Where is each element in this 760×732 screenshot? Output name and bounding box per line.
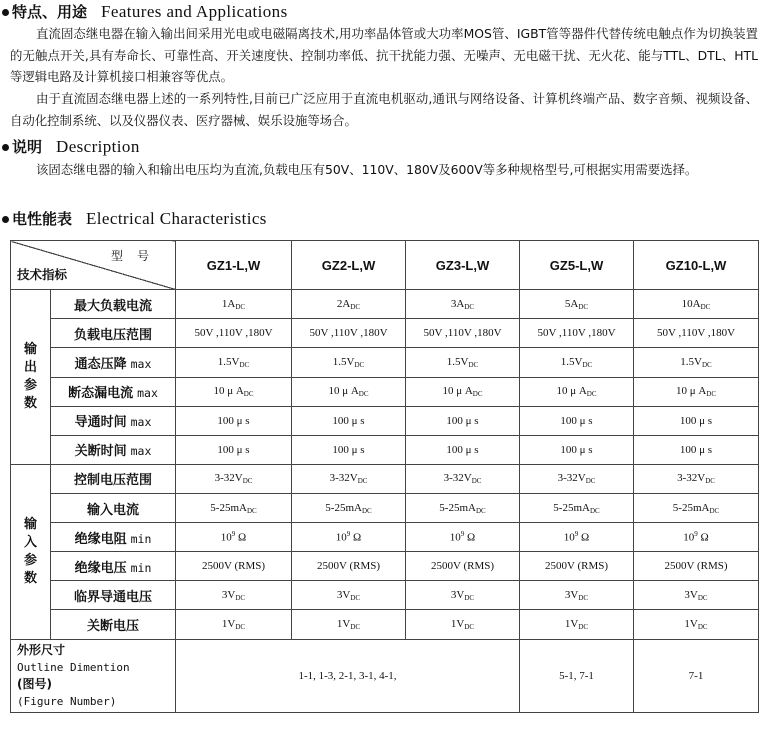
parameter-value: $10^9$ Ω <box>406 523 520 552</box>
parameter-value: 50V ,110V ,180V <box>520 319 634 348</box>
corner-spec-label: 技术指标 <box>17 267 68 283</box>
parameter-value: $10^9$ Ω <box>634 523 759 552</box>
parameter-value: 100 μ s <box>406 406 520 435</box>
table-row <box>11 377 759 406</box>
features-heading-cn: 特点、用途 <box>12 3 88 21</box>
electrical-characteristics-table <box>10 240 759 713</box>
parameter-value: $3-32V_{DC}$ <box>406 464 520 493</box>
parameter-value: $3-32V_{DC}$ <box>634 464 759 493</box>
parameter-value: 100 μ s <box>634 406 759 435</box>
parameter-name: 输入电流 <box>51 494 176 523</box>
parameter-value: 100 μ s <box>176 435 292 464</box>
parameter-value: $3V_{DC}$ <box>634 581 759 610</box>
parameter-value: $3V_{DC}$ <box>406 581 520 610</box>
parameter-value: 2500V (RMS) <box>292 552 406 581</box>
parameter-name: 关断时间 max <box>51 435 176 464</box>
parameter-value: $10^9$ Ω <box>176 523 292 552</box>
parameter-group-label: 输出参数 <box>11 290 51 465</box>
parameter-value: $1V_{DC}$ <box>292 610 406 639</box>
model-header: GZ5-L,W <box>520 241 634 290</box>
parameter-name: 导通时间 max <box>51 406 176 435</box>
parameter-value: 50V ,110V ,180V <box>634 319 759 348</box>
parameter-value: $5-25mA_{DC}$ <box>176 494 292 523</box>
parameter-value: 50V ,110V ,180V <box>292 319 406 348</box>
parameter-value: $5A_{DC}$ <box>520 290 634 319</box>
parameter-value: $5-25mA_{DC}$ <box>406 494 520 523</box>
parameter-value: $10^9$ Ω <box>520 523 634 552</box>
parameter-value: $10A_{DC}$ <box>634 290 759 319</box>
electrical-heading-cn: 电性能表 <box>12 210 73 228</box>
parameter-group-label: 输入参数 <box>11 464 51 639</box>
parameter-value: $1.5V_{DC}$ <box>634 348 759 377</box>
outline-label-cn: 外形尺寸 <box>17 642 66 657</box>
outline-value: 1-1, 1-3, 2-1, 3-1, 4-1, <box>176 639 520 712</box>
output-parameters-section <box>11 290 759 465</box>
parameter-value: $1.5V_{DC}$ <box>520 348 634 377</box>
parameter-value: $5-25mA_{DC}$ <box>520 494 634 523</box>
table-row <box>11 435 759 464</box>
parameter-value: $5-25mA_{DC}$ <box>292 494 406 523</box>
parameter-value: 2500V (RMS) <box>176 552 292 581</box>
parameter-name: 关断电压 <box>51 610 176 639</box>
parameter-value: 100 μ s <box>176 406 292 435</box>
parameter-value: 2500V (RMS) <box>406 552 520 581</box>
table-row <box>11 406 759 435</box>
parameter-value: $1V_{DC}$ <box>406 610 520 639</box>
parameter-value: $3A_{DC}$ <box>406 290 520 319</box>
outline-row <box>11 639 759 712</box>
parameter-value: 2500V (RMS) <box>634 552 759 581</box>
parameter-value: 100 μ s <box>406 435 520 464</box>
parameter-name: 控制电压范围 <box>51 464 176 493</box>
parameter-value: 100 μ s <box>634 435 759 464</box>
parameter-value: 10 μ $A_{DC}$ <box>292 377 406 406</box>
bullet-icon <box>2 216 9 223</box>
bullet-icon <box>2 9 9 16</box>
parameter-value: 10 μ $A_{DC}$ <box>176 377 292 406</box>
features-heading <box>2 1 288 23</box>
features-heading-en: Features and Applications <box>101 2 288 21</box>
parameter-value: $1.5V_{DC}$ <box>406 348 520 377</box>
parameter-value: 100 μ s <box>520 435 634 464</box>
parameter-name: 断态漏电流 max <box>51 377 176 406</box>
parameter-value: $1V_{DC}$ <box>520 610 634 639</box>
features-paragraph-1: 直流固态继电器在输入输出间采用光电或电磁隔离技术,用功率晶体管或大功率MOS管、IGBT管等器件代替传统电触点作为切换装置的无触点开关,具有寿命长、可靠性高、开关速度快、控制功率低、抗干扰能力强、无噪声、无电磁干扰、无火花、能与TTL、DTL、HTL等逻辑电路及计算机接口相兼容等优点。 <box>10 26 758 85</box>
model-header: GZ1-L,W <box>176 241 292 290</box>
description-heading <box>2 136 140 158</box>
table-row <box>11 581 759 610</box>
bullet-icon <box>2 144 9 151</box>
parameter-value: $10^9$ Ω <box>292 523 406 552</box>
parameter-value: 100 μ s <box>520 406 634 435</box>
parameter-value: $1.5V_{DC}$ <box>176 348 292 377</box>
parameter-value: $3V_{DC}$ <box>176 581 292 610</box>
table-row <box>11 464 759 493</box>
table-row <box>11 552 759 581</box>
outline-label-en: Outline Dimention <box>17 660 130 674</box>
parameter-name: 通态压降 max <box>51 348 176 377</box>
parameter-value: 100 μ s <box>292 435 406 464</box>
parameter-value: $3V_{DC}$ <box>292 581 406 610</box>
parameter-name: 临界导通电压 <box>51 581 176 610</box>
figure-number-label-en: (Figure Number) <box>17 694 117 708</box>
parameter-value: 50V ,110V ,180V <box>176 319 292 348</box>
table-corner-cell <box>11 241 176 290</box>
electrical-heading-en: Electrical Characteristics <box>86 209 267 228</box>
table-row <box>11 494 759 523</box>
model-header: GZ3-L,W <box>406 241 520 290</box>
outline-value: 7-1 <box>634 639 759 712</box>
description-heading-en: Description <box>56 137 140 156</box>
parameter-value: 50V ,110V ,180V <box>406 319 520 348</box>
parameter-name: 绝缘电阻 min <box>51 523 176 552</box>
parameter-value: $5-25mA_{DC}$ <box>634 494 759 523</box>
outline-value: 5-1, 7-1 <box>520 639 634 712</box>
model-header: GZ10-L,W <box>634 241 759 290</box>
table-row <box>11 610 759 639</box>
description-paragraph: 该固态继电器的输入和输出电压均为直流,负载电压有50V、110V、180V及600V等多种规格型号,可根据实用需要选择。 <box>36 162 698 177</box>
parameter-value: $1V_{DC}$ <box>176 610 292 639</box>
description-heading-cn: 说明 <box>12 138 43 156</box>
parameter-value: $3-32V_{DC}$ <box>176 464 292 493</box>
table-header-row <box>11 241 759 290</box>
parameter-value: 2500V (RMS) <box>520 552 634 581</box>
table-row <box>11 348 759 377</box>
parameter-value: $1A_{DC}$ <box>176 290 292 319</box>
parameter-value: $3V_{DC}$ <box>520 581 634 610</box>
parameter-value: $3-32V_{DC}$ <box>292 464 406 493</box>
model-header: GZ2-L,W <box>292 241 406 290</box>
parameter-value: 10 μ $A_{DC}$ <box>406 377 520 406</box>
figure-number-label-cn: (图号) <box>17 676 52 691</box>
features-paragraph-2: 由于直流固态继电器上述的一系列特性,目前已广泛应用于直流电机驱动,通讯与网络设备、计算机终端产品、数字音频、视频设备、自动化控制系统、以及仪器仪表、医疗器械、娱乐设施等场合。 <box>10 91 758 128</box>
parameter-name: 绝缘电压 min <box>51 552 176 581</box>
parameter-value: $2A_{DC}$ <box>292 290 406 319</box>
electrical-heading <box>2 208 267 230</box>
parameter-name: 负载电压范围 <box>51 319 176 348</box>
parameter-value: 10 μ $A_{DC}$ <box>634 377 759 406</box>
parameter-value: $3-32V_{DC}$ <box>520 464 634 493</box>
outline-label-cell <box>11 639 176 712</box>
corner-model-label: 型号 <box>110 249 163 263</box>
table-row <box>11 523 759 552</box>
parameter-value: $1.5V_{DC}$ <box>292 348 406 377</box>
table-row <box>11 290 759 319</box>
parameter-value: 10 μ $A_{DC}$ <box>520 377 634 406</box>
table-row <box>11 319 759 348</box>
parameter-name: 最大负载电流 <box>51 290 176 319</box>
parameter-value: 100 μ s <box>292 406 406 435</box>
parameter-value: $1V_{DC}$ <box>634 610 759 639</box>
input-parameters-section <box>11 464 759 639</box>
